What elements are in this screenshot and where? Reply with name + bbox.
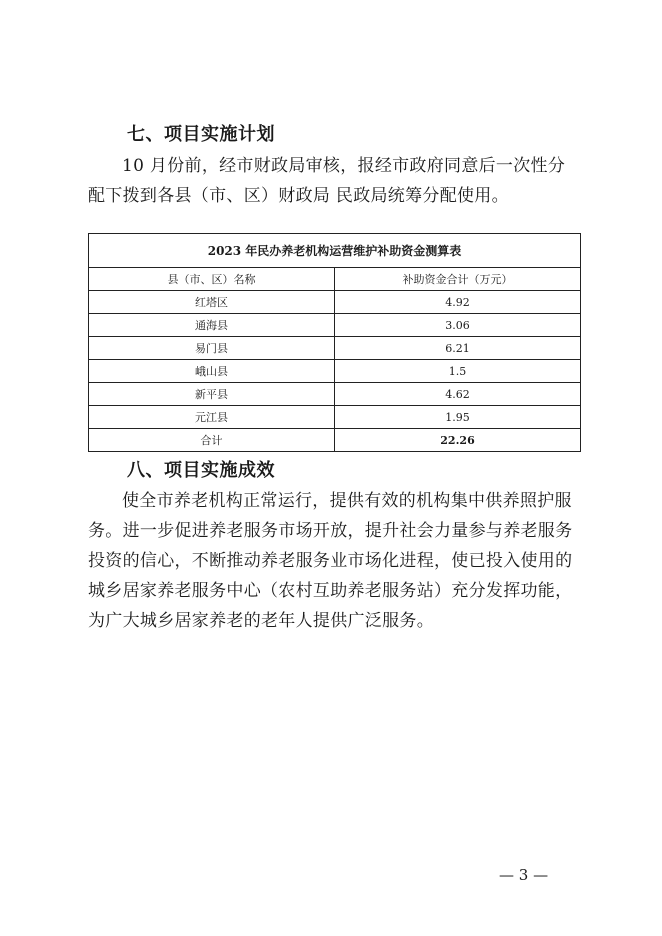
table-total-row bbox=[89, 429, 581, 452]
section-8-paragraph bbox=[88, 486, 580, 636]
table-row bbox=[89, 406, 581, 429]
paragraph-line: 投资的信心，不断推动养老服务业市场化进程，使已投入使用的 bbox=[88, 551, 573, 571]
amount-cell: 1.95 bbox=[335, 406, 581, 429]
paragraph-line: 使全市养老机构正常运行，提供有效的机构集中供养照护服 bbox=[122, 491, 572, 511]
amount-cell: 4.92 bbox=[335, 291, 581, 314]
total-label-cell: 合计 bbox=[89, 429, 335, 452]
amount-cell: 3.06 bbox=[335, 314, 581, 337]
table-header-row bbox=[89, 268, 581, 291]
county-name-cell: 新平县 bbox=[89, 383, 335, 406]
county-name-cell: 易门县 bbox=[89, 337, 335, 360]
amount-cell: 6.21 bbox=[335, 337, 581, 360]
paragraph-line: 城乡居家养老服务中心（农村互助养老服务站）充分发挥功能， bbox=[88, 581, 573, 601]
table-row bbox=[89, 314, 581, 337]
table-row bbox=[89, 291, 581, 314]
table-title: 2023 年民办养老机构运营维护补助资金测算表 bbox=[89, 234, 581, 268]
county-name-cell: 峨山县 bbox=[89, 360, 335, 383]
county-name-cell: 元江县 bbox=[89, 406, 335, 429]
section-8-heading: 八、项目实施成效 bbox=[127, 460, 275, 481]
amount-cell: 4.62 bbox=[335, 383, 581, 406]
table-row bbox=[89, 360, 581, 383]
section-7-paragraph bbox=[88, 151, 580, 211]
paragraph-line: 务。进一步促进养老服务市场开放，提升社会力量参与养老服务 bbox=[88, 521, 573, 541]
section-7-heading: 七、项目实施计划 bbox=[127, 124, 275, 145]
table-row bbox=[89, 383, 581, 406]
subsidy-fund-table bbox=[88, 233, 581, 452]
paragraph-line: 为广大城乡居家养老的老年人提供广泛服务。 bbox=[88, 611, 434, 631]
total-amount-cell: 22.26 bbox=[335, 429, 581, 452]
column-header-county: 县（市、区）名称 bbox=[89, 268, 335, 291]
county-name-cell: 红塔区 bbox=[89, 291, 335, 314]
paragraph-line: 配下拨到各县（市、区）财政局 民政局统筹分配使用。 bbox=[88, 186, 509, 206]
county-name-cell: 通海县 bbox=[89, 314, 335, 337]
table-row bbox=[89, 337, 581, 360]
amount-cell: 1.5 bbox=[335, 360, 581, 383]
column-header-amount: 补助资金合计（万元） bbox=[335, 268, 581, 291]
paragraph-line: 10 月份前，经市财政局审核，报经市政府同意后一次性分 bbox=[122, 156, 566, 176]
page-number: — 3 — bbox=[499, 866, 549, 884]
